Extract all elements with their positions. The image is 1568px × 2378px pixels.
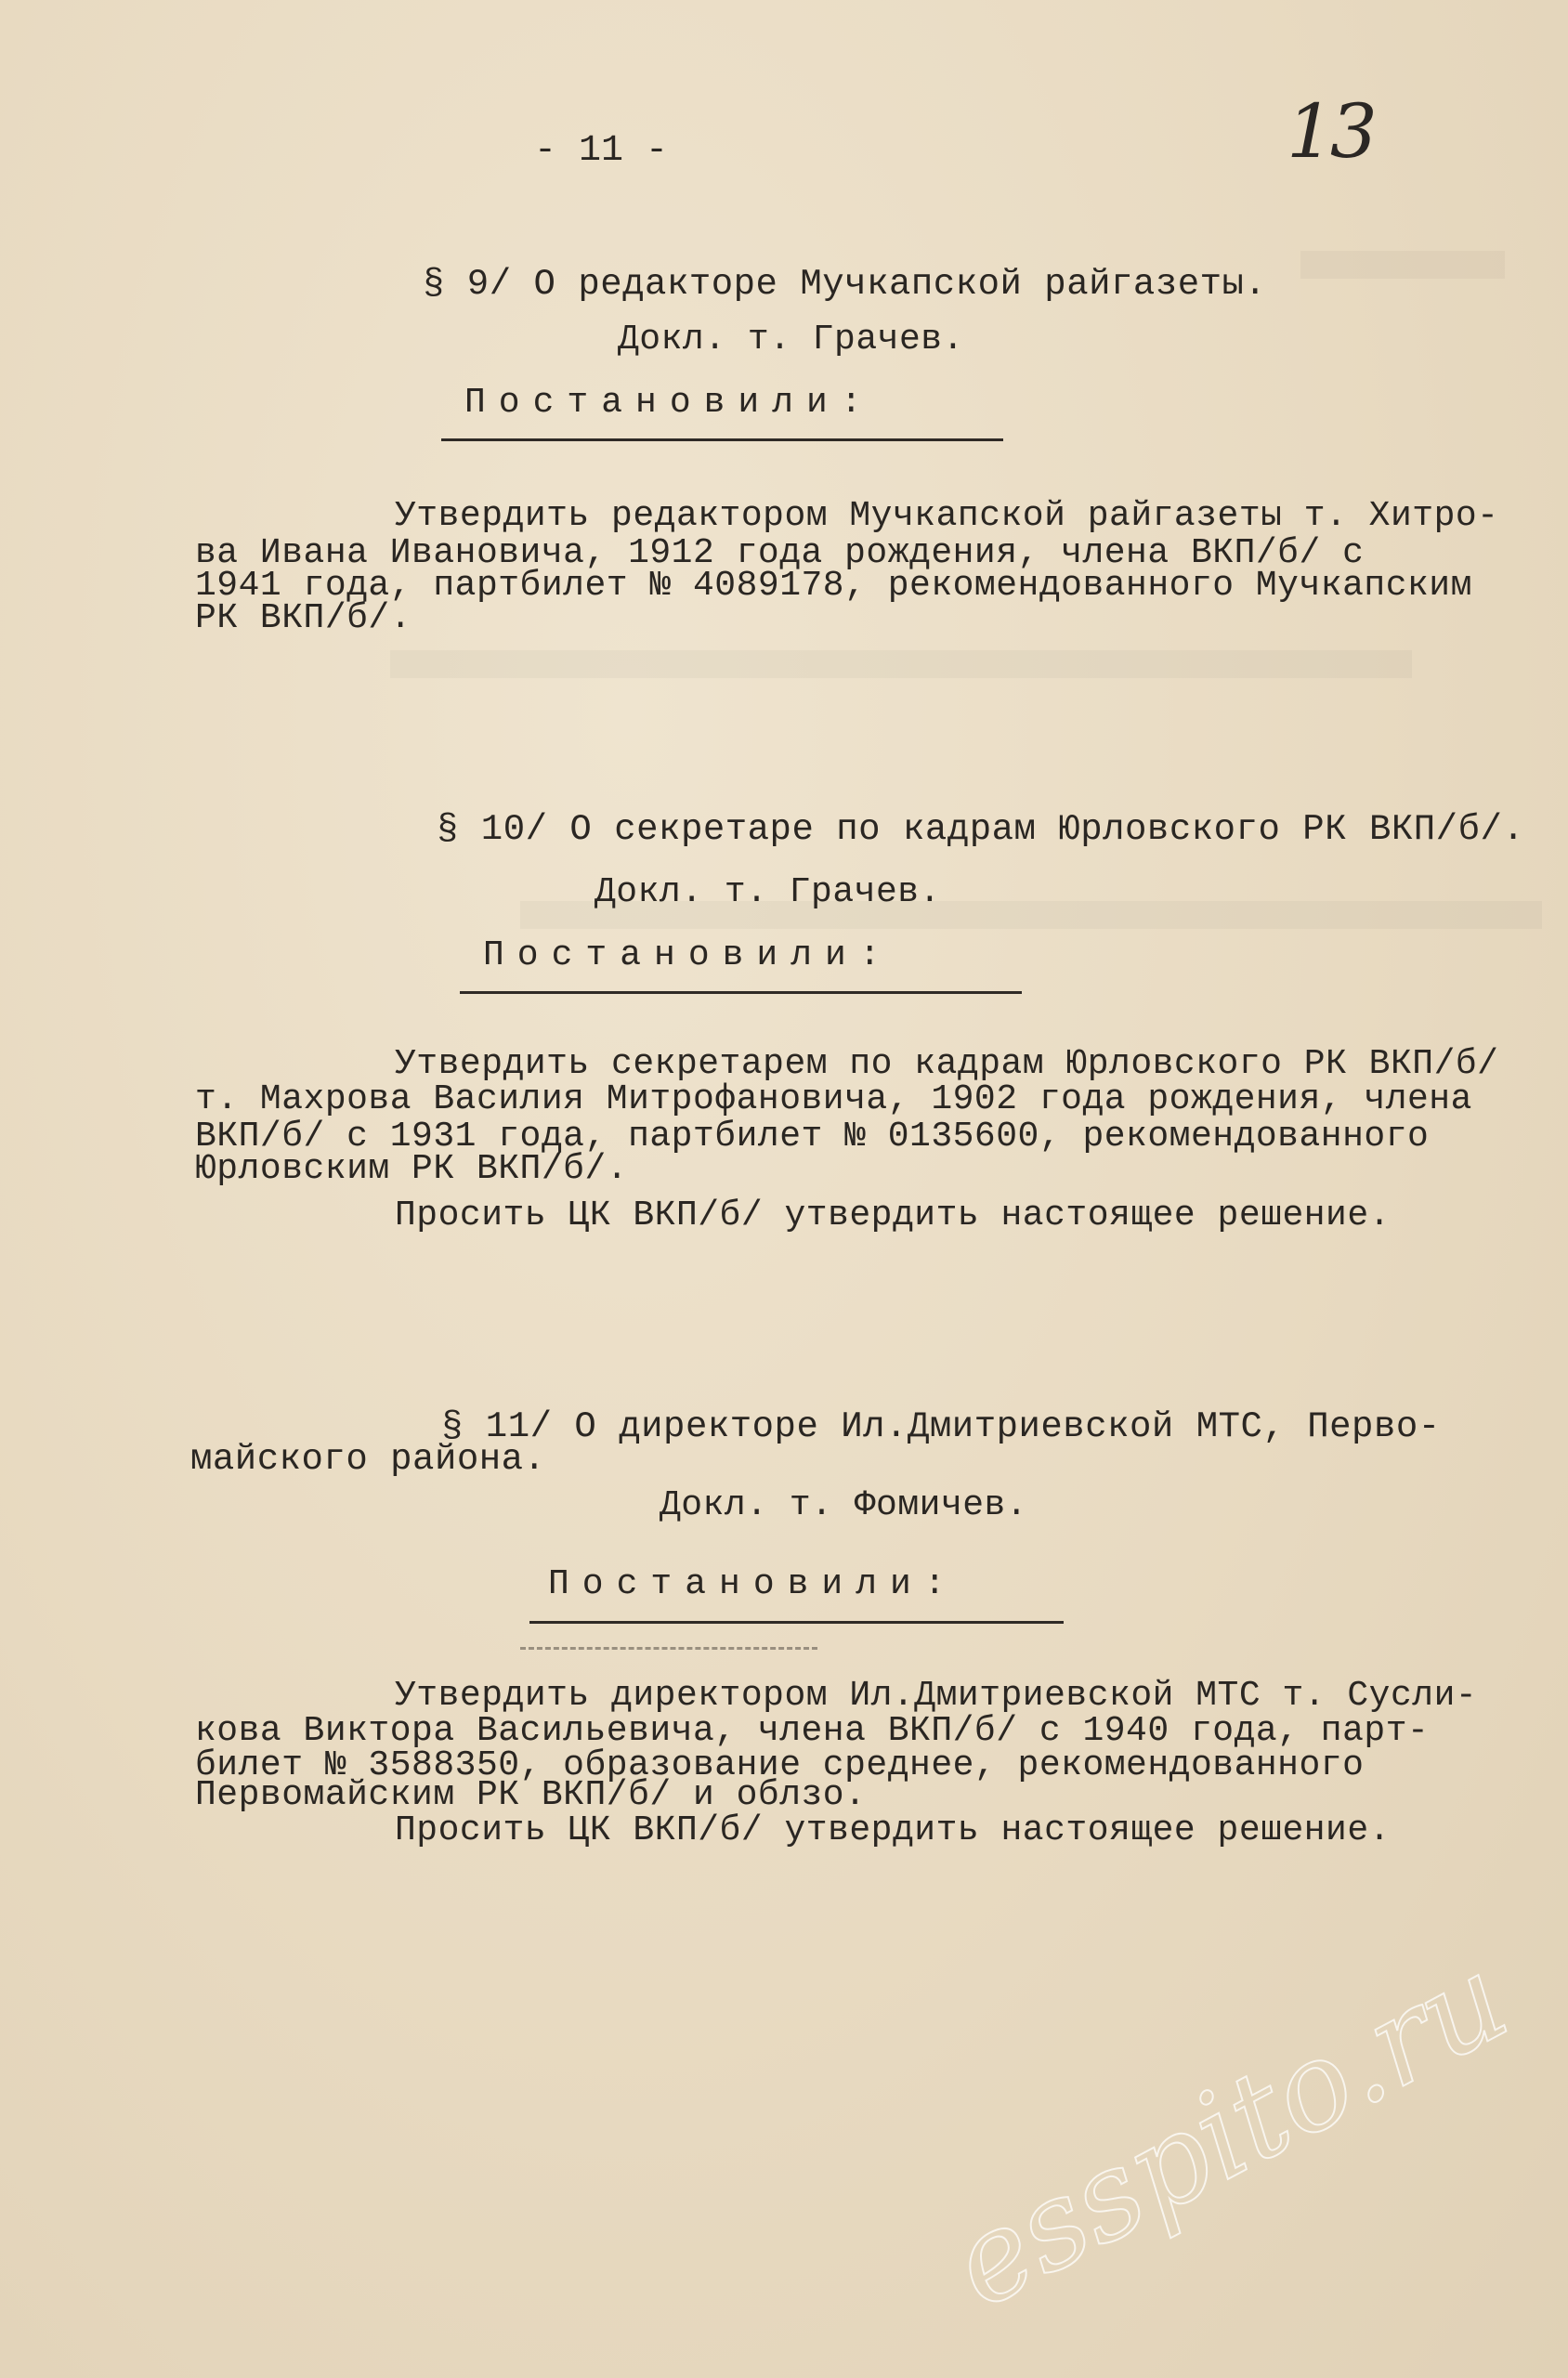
- body-line: 1941 года, партбилет № 4089178, рекомендованного Мучкапским: [195, 566, 1472, 606]
- section-speaker: Докл. т. Фомичев.: [660, 1485, 1028, 1525]
- resolution-label: Постановили:: [483, 935, 894, 975]
- underline: [441, 438, 1003, 441]
- body-line: Утвердить директором Ил.Дмитриевской МТС т. Сусли-: [395, 1676, 1478, 1716]
- section-heading: § 10/ О секретаре по кадрам Юрловского РК ВКП/б/.: [437, 809, 1525, 850]
- section-heading: § 9/ О редакторе Мучкапской райгазеты.: [423, 264, 1267, 305]
- dotted-mark: [520, 1647, 817, 1650]
- body-line: билет № 3588350, образование среднее, рекомендованного: [195, 1745, 1365, 1785]
- page-number: - 11 -: [534, 130, 669, 172]
- body-line: Просить ЦК ВКП/б/ утвердить настоящее решение.: [395, 1196, 1391, 1235]
- resolution-label: Постановили:: [464, 383, 875, 423]
- bleed-through-mark: [390, 650, 1412, 678]
- body-line: Утвердить редактором Мучкапской райгазеты т. Хитро-: [395, 496, 1499, 536]
- body-line: ва Ивана Ивановича, 1912 года рождения, члена ВКП/б/ с: [195, 533, 1365, 573]
- body-line: РК ВКП/б/.: [195, 598, 412, 638]
- underline: [460, 991, 1022, 994]
- section-speaker: Докл. т. Грачев.: [618, 320, 964, 359]
- bleed-through-mark: [1300, 251, 1505, 279]
- body-line: Утвердить секретарем по кадрам Юрловского РК ВКП/б/: [395, 1044, 1499, 1084]
- body-line: Просить ЦК ВКП/б/ утвердить настоящее решение.: [395, 1810, 1391, 1850]
- section-heading-continued: майского района.: [190, 1439, 546, 1480]
- body-line: Юрловским РК ВКП/б/.: [195, 1149, 629, 1189]
- body-line: т. Махрова Василия Митрофановича, 1902 года рождения, члена: [195, 1079, 1472, 1119]
- body-line: кова Виктора Васильевича, члена ВКП/б/ с 1940 года, парт-: [195, 1711, 1430, 1751]
- archive-sheet-number: 13: [1287, 88, 1374, 175]
- section-heading: § 11/ О директоре Ил.Дмитриевской МТС, Перво-: [441, 1406, 1441, 1447]
- site-watermark: esspito.ru: [929, 1927, 1529, 2336]
- body-line: ВКП/б/ с 1931 года, партбилет № 0135600, рекомендованного: [195, 1117, 1430, 1156]
- resolution-label: Постановили:: [548, 1564, 959, 1604]
- section-speaker: Докл. т. Грачев.: [595, 872, 941, 912]
- underline: [529, 1621, 1064, 1624]
- body-line: Первомайским РК ВКП/б/ и облзо.: [195, 1775, 867, 1815]
